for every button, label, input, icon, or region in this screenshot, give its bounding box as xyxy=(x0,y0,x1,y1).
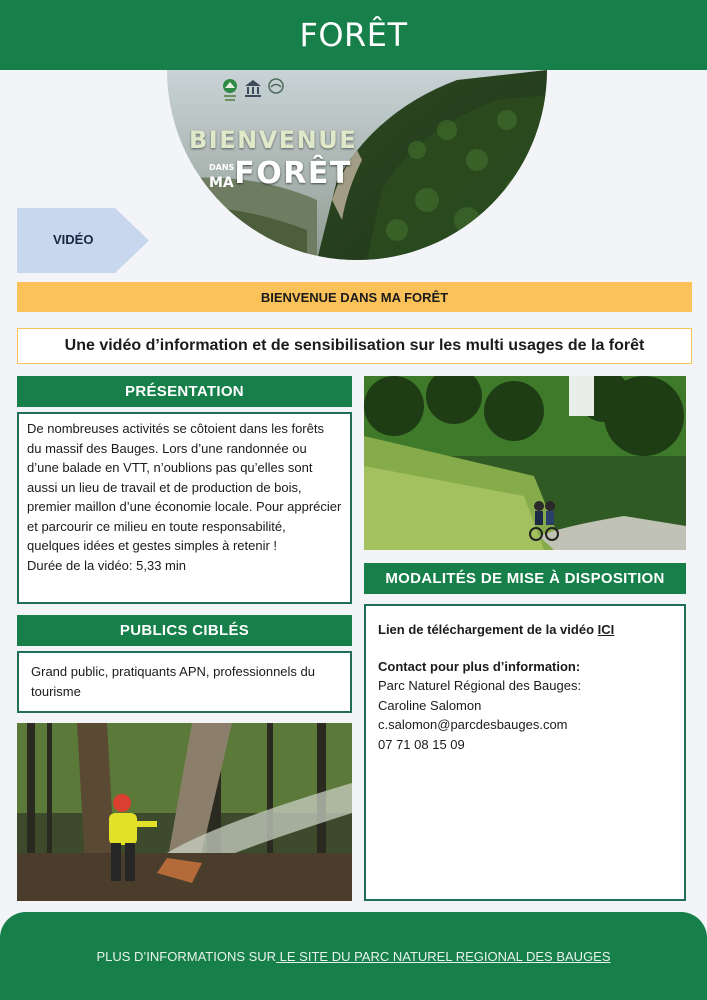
publics-body: Grand public, pratiquants APN, professionnels du tourisme xyxy=(31,664,316,699)
hero-title: BIENVENUE DANS MA FORÊT xyxy=(189,126,358,191)
contact-org: Parc Naturel Régional des Bauges: xyxy=(378,678,582,693)
video-subtitle: Une vidéo d’information et de sensibilisation sur les multi usages de la forêt xyxy=(17,328,692,364)
park-logo-icon xyxy=(222,78,238,104)
video-duration: Durée de la vidéo: 5,33 min xyxy=(27,557,186,573)
video-title-banner: BIENVENUE DANS MA FORÊT xyxy=(17,282,692,312)
modalites-heading: MODALITÉS DE MISE À DISPOSITION xyxy=(364,563,686,594)
contact-label: Contact pour plus d’information: xyxy=(378,658,581,674)
page-footer xyxy=(0,912,707,1000)
presentation-heading: PRÉSENTATION xyxy=(17,376,352,407)
forestry-worker-photo xyxy=(17,723,352,901)
contact-person: Caroline Salomon xyxy=(378,697,482,713)
page-header xyxy=(0,0,707,70)
modalites-box xyxy=(364,604,686,901)
contact-phone: 07 71 08 15 09 xyxy=(378,736,465,752)
publics-heading: PUBLICS CIBLÉS xyxy=(17,615,352,646)
hero-image xyxy=(167,70,547,260)
park-website-link[interactable]: LE SITE DU PARC NATUREL REGIONAL DES BAUGES xyxy=(276,948,611,964)
contact-email: c.salomon@parcdesbauges.com xyxy=(378,717,568,732)
download-line: Lien de téléchargement de la vidéo ICI xyxy=(378,622,615,637)
video-tab xyxy=(17,208,149,273)
footer-prefix: PLUS D’INFORMATIONS SUR xyxy=(96,948,277,964)
presentation-body: De nombreuses activités se côtoient dans les forêts du massif des Bauges. Lors d’une randonnée ou d’une balade en VTT, n’oublions pas qu’elles sont aussi un lieu de travail et de production de bois, premier maillon d’une économie locale. Pour apprécier et parcourir ce milieu en toute responsabilité, quelques idées et gestes simples à retenir ! xyxy=(27,421,342,553)
geopark-logo-icon xyxy=(268,78,284,94)
presentation-box xyxy=(17,412,352,604)
unesco-logo-icon xyxy=(244,78,262,100)
publics-box xyxy=(17,651,352,713)
partner-logos xyxy=(222,78,284,104)
cyclists-photo xyxy=(364,376,686,550)
download-link[interactable]: ICI xyxy=(597,622,615,637)
page-title: FORÊT xyxy=(299,16,408,54)
video-tab-label: VIDÉO xyxy=(53,232,94,247)
